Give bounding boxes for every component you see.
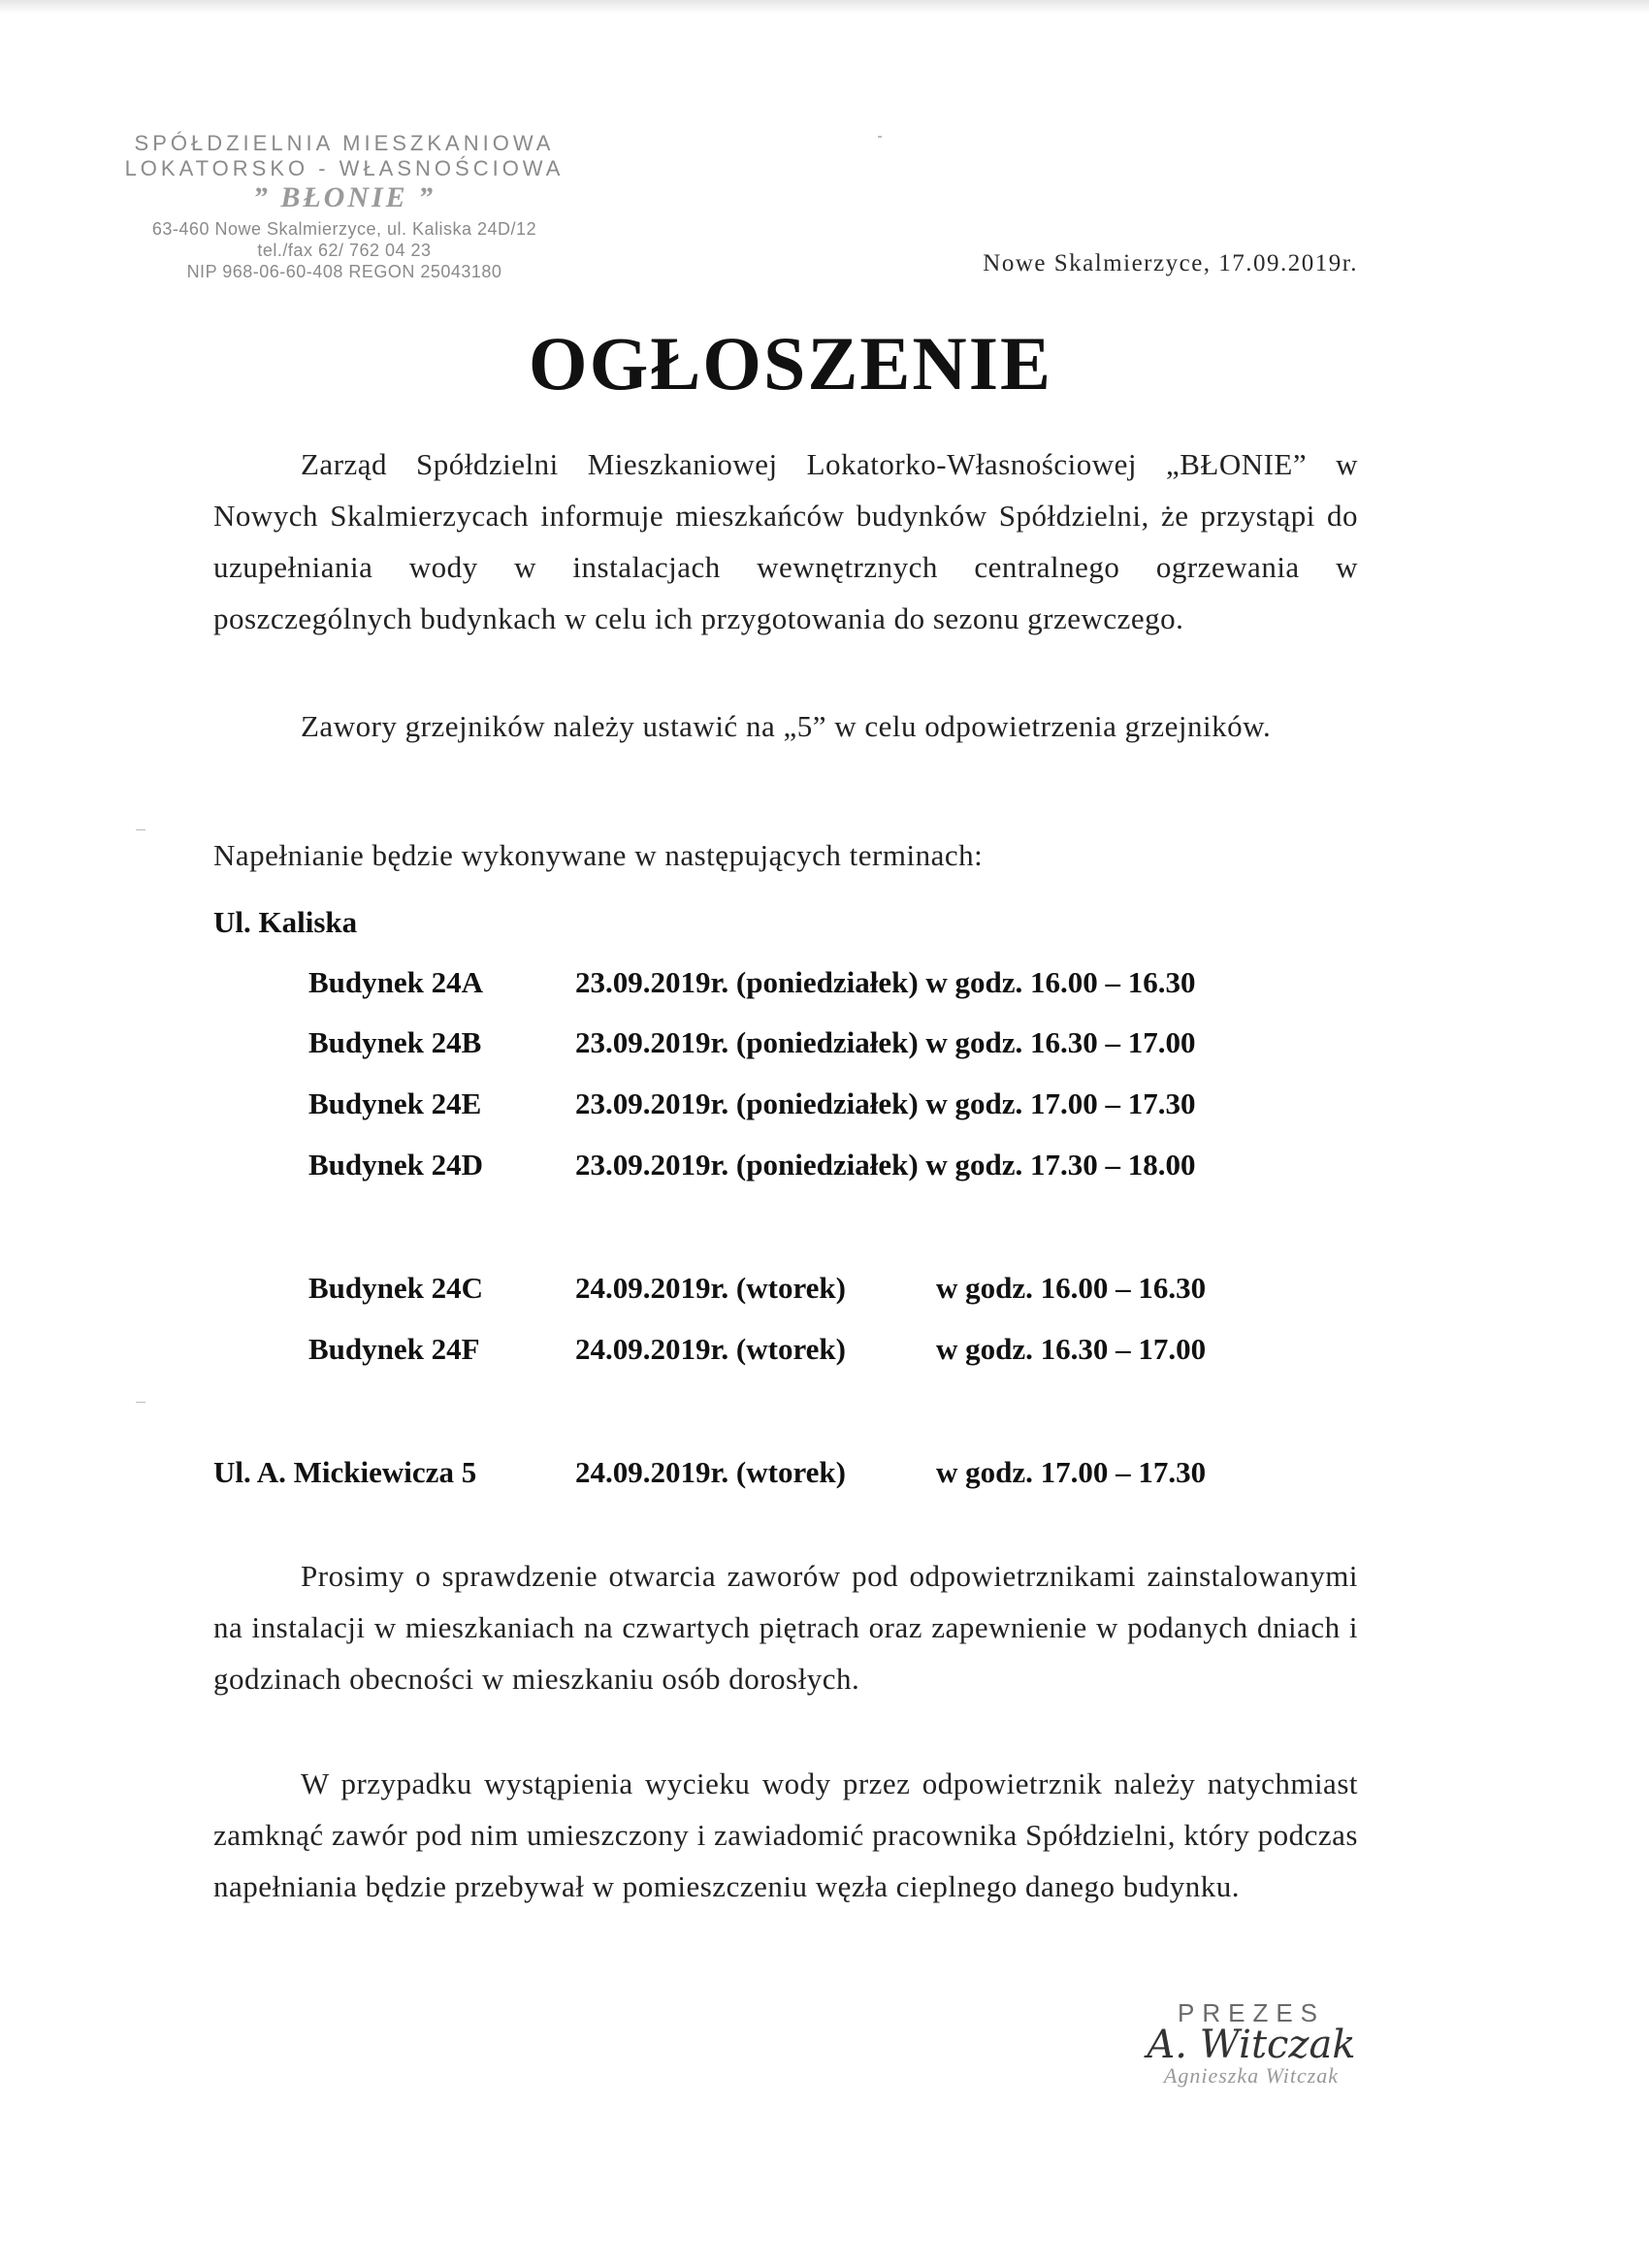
street-mickiewicza: Ul. A. Mickiewicza 5 (213, 1455, 477, 1489)
schedule-intro: Napełnianie będzie wykonywane w następujących terminach: (213, 838, 984, 872)
scan-speck (878, 136, 882, 138)
document-date: Nowe Skalmierzyce, 17.09.2019r. (983, 250, 1358, 276)
building-date: 23.09.2019r. (poniedziałek) w godz. 17.00 – 17.30 (575, 1086, 1196, 1120)
document-title: OGŁOSZENIE (528, 321, 1053, 405)
building-date: 23.09.2019r. (poniedziałek) w godz. 17.30 – 18.00 (575, 1148, 1196, 1182)
stamp-nip-regon: NIP 968-06-60-408 REGON 25043180 (186, 262, 502, 281)
building-label: Budynek 24E (308, 1086, 482, 1120)
valves-paragraph: Zawory grzejników należy ustawić na „5” w celu odpowietrzenia grzejników. (301, 709, 1272, 743)
signature-name: Agnieszka Witczak (1163, 2063, 1340, 2088)
signature-block (1116, 1998, 1387, 2089)
scan-edge (0, 0, 1649, 14)
stamp-line-1: SPÓŁDZIELNIA MIESZKANIOWA (134, 131, 555, 155)
building-label: Budynek 24F (308, 1332, 480, 1366)
building-date: 24.09.2019r. (wtorek) (575, 1332, 846, 1366)
building-date: 24.09.2019r. (wtorek) (575, 1271, 846, 1305)
mickiewicza-date: 24.09.2019r. (wtorek) (575, 1455, 846, 1489)
stamp-address: 63-460 Nowe Skalmierzyce, ul. Kaliska 24D/12 (151, 219, 537, 239)
scan-speck (136, 829, 146, 830)
building-date: 23.09.2019r. (poniedziałek) w godz. 16.00 – 16.30 (575, 965, 1196, 999)
building-time: w godz. 16.30 – 17.00 (936, 1332, 1207, 1366)
intro-paragraph: Zarząd Spółdzielni Mieszkaniowej Lokatorko-Własnościowej „BŁONIE” w Nowych Skalmierzycach informuje mieszkańców budynków Spółdzielni, że przystąpi do uzupełniania wody w instalacjach wewnętrznych centralnego ogrzewania w poszczególnych budynkach w celu ich przygotowania do sezonu grzewczego. (213, 447, 1358, 635)
building-date: 23.09.2019r. (poniedziałek) w godz. 16.30 – 17.00 (575, 1025, 1196, 1059)
handwritten-signature: A. Witczak (1147, 2023, 1356, 2067)
cooperative-stamp (116, 131, 572, 282)
building-label: Budynek 24D (308, 1148, 484, 1182)
stamp-line-3: ” BŁONIE ” (252, 181, 436, 213)
stamp-phone: tel./fax 62/ 762 04 23 (257, 241, 432, 260)
scan-speck (136, 1402, 146, 1403)
building-label: Budynek 24C (308, 1271, 484, 1305)
building-label: Budynek 24B (308, 1025, 482, 1059)
building-label: Budynek 24A (308, 965, 484, 999)
signature-role: PREZES (1177, 1998, 1326, 2027)
leak-paragraph: W przypadku wystąpienia wycieku wody przez odpowietrznik należy natychmiast zamknąć zawór pod nim umieszczony i zawiadomić pracownika Spółdzielni, który podczas napełniania będzie przebywał w pomieszczeniu węzła cieplnego danego budynku. (213, 1766, 1358, 1903)
check-valves-paragraph: Prosimy o sprawdzenie otwarcia zaworów pod odpowietrznikami zainstalowanymi na instalacji w mieszkaniach na czwartych piętrach oraz zapewnienie w podanych dniach i godzinach obecności w mieszkaniu osób dorosłych. (213, 1559, 1358, 1696)
stamp-line-2: LOKATORSKO - WŁASNOŚCIOWA (124, 156, 565, 180)
building-time: w godz. 16.00 – 16.30 (936, 1271, 1207, 1305)
street-kaliska: Ul. Kaliska (213, 905, 358, 939)
mickiewicza-time: w godz. 17.00 – 17.30 (936, 1455, 1207, 1489)
